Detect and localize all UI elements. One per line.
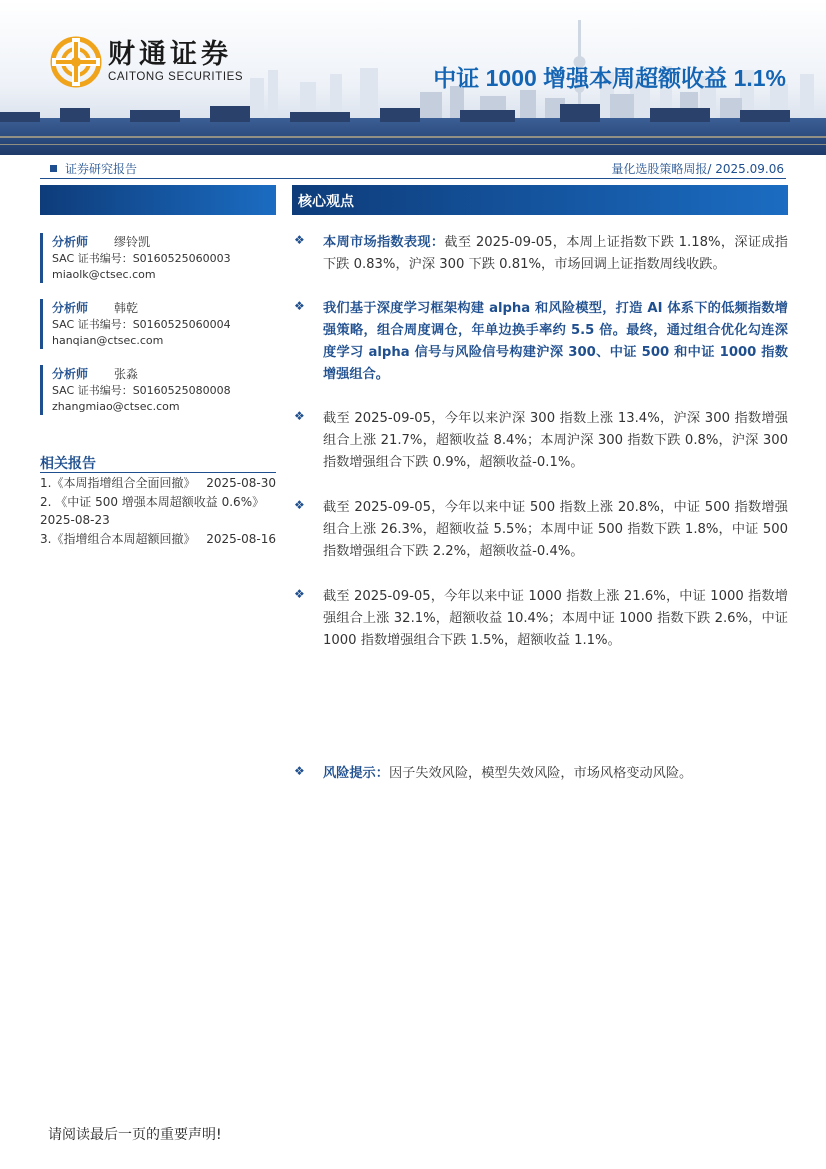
analyst-name: 张淼: [114, 367, 139, 381]
related-reports-title: 相关报告: [40, 456, 96, 472]
diamond-bullet-icon: ❖: [294, 233, 305, 247]
diamond-bullet-icon: ❖: [294, 409, 305, 423]
analyst-name: 缪铃凯: [114, 235, 151, 249]
report-series-date: 量化选股策略周报/ 2025.09.06: [611, 162, 784, 176]
main-header-bar: [292, 185, 788, 215]
analyst-role: 分析师: [52, 301, 89, 315]
bullet-risk: [292, 763, 788, 785]
analyst-name: 韩乾: [114, 301, 139, 315]
diamond-bullet-icon: ❖: [294, 764, 305, 778]
company-name-en: CAITONG SECURITIES: [108, 71, 244, 83]
sidebar-header-bar: [40, 185, 276, 215]
market-text: 截至 2025-09-05，本周上证指数下跌 1.18%，深证成指下跌 0.83%，沪深 300 下跌 0.81%，市场回调上证指数周线收跌。: [323, 235, 788, 272]
related-reports-list: [40, 474, 276, 548]
method-text: 我们基于深度学习框架构建 alpha 和风险模型，打造 AI 体系下的低频指数增强策略，组合周度调仓，年单边换手率约 5.5 倍。最终，通过组合优化勾连深度学习 alpha 信号与风险信号构建沪深 300、中证 500 和中证 1000 指数增强组合。: [323, 301, 788, 382]
report-title: 中证 1000 增强本周超额收益 1.1%: [433, 65, 786, 91]
related-report-title[interactable]: 3.《指增组合本周超额回撤》: [40, 531, 196, 546]
related-report-date: 2025-08-23: [40, 513, 110, 527]
square-bullet-icon: [50, 165, 57, 172]
related-report-item[interactable]: [40, 530, 276, 549]
related-report-item[interactable]: [40, 474, 276, 493]
analyst-cert: SAC 证书编号：S0160525060004: [52, 318, 231, 331]
analyst-cert: SAC 证书编号：S0160525060003: [52, 252, 231, 265]
diamond-bullet-icon: ❖: [294, 587, 305, 601]
analyst-role: 分析师: [52, 235, 89, 249]
related-report-date: 2025-08-30: [206, 476, 276, 490]
diamond-bullet-icon: ❖: [294, 498, 305, 512]
hs300-text: 截至 2025-09-05，今年以来沪深 300 指数上涨 13.4%，沪深 300 指数增强组合上涨 21.7%，超额收益 8.4%；本周沪深 300 指数下跌 0.8%，沪深 300 指数增强组合下跌 0.9%，超额收益-0.1%。: [323, 411, 788, 470]
analyst-role: 分析师: [52, 367, 89, 381]
header-banner: [0, 0, 826, 155]
related-reports-divider: [40, 472, 276, 473]
bullet-method: [292, 298, 788, 386]
analyst-email[interactable]: zhangmiao@ctsec.com: [52, 400, 180, 413]
risk-lead: 风险提示：: [323, 766, 389, 781]
company-name-cn: 财通证券: [108, 39, 232, 70]
analyst-email[interactable]: hanqian@ctsec.com: [52, 334, 164, 347]
analyst-email[interactable]: miaolk@ctsec.com: [52, 268, 156, 281]
risk-text: 因子失效风险，模型失效风险，市场风格变动风险。: [388, 766, 693, 781]
related-report-date: 2025-08-16: [206, 531, 276, 546]
report-meta: [50, 158, 786, 178]
company-logo-icon: [50, 36, 102, 88]
related-report-item[interactable]: [40, 493, 276, 530]
diamond-bullet-icon: ❖: [294, 299, 305, 313]
zz500-text: 截至 2025-09-05，今年以来中证 500 指数上涨 20.8%，中证 500 指数增强组合上涨 26.3%，超额收益 5.5%；本周中证 500 指数下跌 1.8%，中证 500 指数增强组合下跌 2.2%，超额收益-0.4%。: [323, 500, 788, 559]
market-lead: 本周市场指数表现：: [323, 235, 445, 250]
bullet-market: [292, 232, 788, 276]
analyst-card: [40, 365, 288, 415]
related-report-title[interactable]: 2. 《中证 500 增强本周超额收益 0.6%》: [40, 494, 265, 509]
zz1000-text: 截至 2025-09-05，今年以来中证 1000 指数上涨 21.6%，中证 1000 指数增强组合上涨 32.1%，超额收益 10.4%；本周中证 1000 指数下跌 2.6%，中证 1000 指数增强组合下跌 1.5%，超额收益 1.1%。: [323, 589, 788, 648]
company-logo: [50, 36, 243, 88]
section-title: 核心观点: [298, 194, 354, 210]
header-divider: [40, 178, 786, 179]
analyst-cert: SAC 证书编号：S0160525080008: [52, 384, 231, 397]
analyst-card: [40, 299, 288, 349]
bullet-zz1000: [292, 586, 788, 652]
bullet-zz500: [292, 497, 788, 563]
bullet-hs300: [292, 408, 788, 474]
analyst-card: [40, 233, 288, 283]
related-report-title[interactable]: 1.《本周指增组合全面回撤》: [40, 476, 196, 490]
report-type: 证券研究报告: [65, 162, 138, 176]
footer-disclaimer: 请阅读最后一页的重要声明!: [48, 1127, 222, 1143]
